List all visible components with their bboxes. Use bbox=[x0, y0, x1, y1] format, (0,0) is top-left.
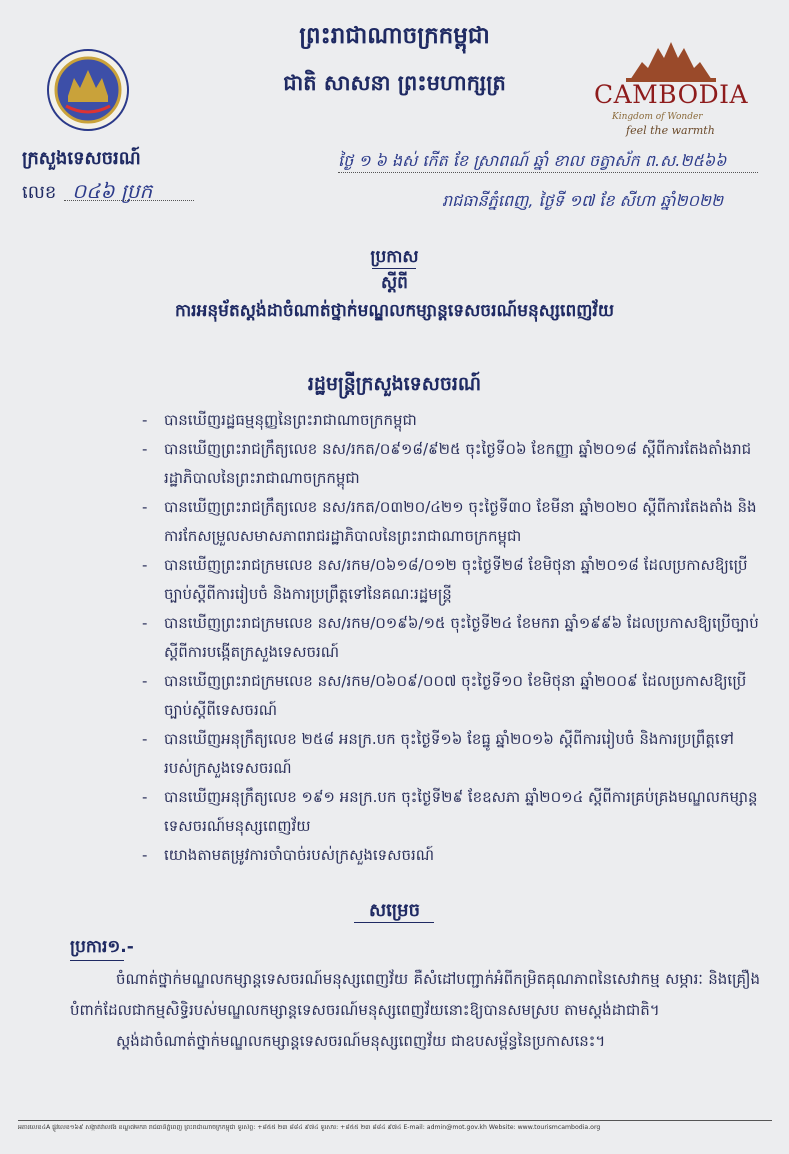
reference-number bbox=[22, 178, 192, 208]
list-item: - បានឃើញព្រះរាជក្រមលេខ នស/រកម/០៦០៩/០០៧ ចុះថ្ងៃទី១០ ខែមិថុនា ឆ្នាំ២០០៩ ដែលប្រកាសឱ្យប្រើច្បាប់ស្តីពីទេសចរណ៍ bbox=[140, 667, 760, 725]
issuer-title: រដ្ឋមន្ត្រីក្រសួងទេសចរណ៍ bbox=[307, 373, 482, 395]
ref-dotted-line bbox=[64, 200, 194, 201]
article-paragraph: ចំណាត់ថ្នាក់មណ្ឌលកម្សាន្តទេសចរណ៍មនុស្សពេញវ័យ គឺសំដៅបញ្ជាក់អំពីកម្រិតគុណភាពនៃសេវាកម្ម សម្ភារៈ និងគ្រឿងបំពាក់ដែលជាកម្មសិទ្ធិរបស់មណ្ឌលកម្សាន្តទេសចរណ៍មនុស្សពេញវ័យនោះឱ្យបានសមស្រប តាមស្តង់ដាជាតិ។ bbox=[70, 970, 760, 1019]
list-item: - យោងតាមតម្រូវការចាំបាច់របស់ក្រសួងទេសចរណ៍ bbox=[140, 841, 760, 870]
ref-label: លេខ bbox=[22, 182, 57, 203]
ministry-name: ក្រសួងទេសចរណ៍ bbox=[22, 148, 141, 169]
list-item: - បានឃើញព្រះរាជក្រឹត្យលេខ នស/រកត/០៣២០/៤២១ ចុះថ្ងៃទី៣០ ខែមីនា ឆ្នាំ២០២០ ស្តីពីការតែងតាំង និងការកែសម្រួលសមាសភាពរាជរដ្ឋាភិបាលនៃព្រះរាជាណាចក្រកម្ពុជា bbox=[140, 493, 760, 551]
considerations-list bbox=[140, 406, 760, 870]
article-heading: ប្រការ១.- bbox=[70, 937, 134, 957]
brand-slogan: feel the warmth bbox=[626, 124, 715, 137]
decision-heading: សម្រេច bbox=[368, 900, 421, 921]
article-underline bbox=[70, 960, 124, 961]
subject-connector: ស្តីពី bbox=[381, 273, 408, 293]
footer-divider bbox=[18, 1120, 772, 1121]
list-item: - បានឃើញព្រះរាជក្រឹត្យលេខ នស/រកត/០៩១៨/៩២៥ ចុះថ្ងៃទី០៦ ខែកញ្ញា ឆ្នាំ២០១៨ ស្តីពីការតែងតាំងរាជរដ្ឋាភិបាលនៃព្រះរាជាណាចក្រកម្ពុជា bbox=[140, 435, 760, 493]
brand-tagline: Kingdom of Wonder bbox=[612, 112, 703, 122]
ministry-seal-icon bbox=[46, 48, 130, 132]
kingdom-heading: ព្រះរាជាណាចក្រកម្ពុជា bbox=[299, 22, 490, 49]
lunar-date: ថ្ងៃ ១ ៦ ងស់ កើត ខែ ស្រាពណ៍ ឆ្នាំ ខាល ចត្វាស័ក ព.ស.២៥៦៦ bbox=[338, 151, 727, 170]
article-body bbox=[70, 964, 760, 1057]
date-dotted-line bbox=[338, 172, 758, 173]
solar-date: រាជធានីភ្នំពេញ, ថ្ងៃទី ១៧ ខែ សីហា ឆ្នាំ២០២២ bbox=[442, 191, 724, 210]
decision-underline bbox=[354, 922, 434, 923]
list-item: - បានឃើញរដ្ឋធម្មនុញ្ញនៃព្រះរាជាណាចក្រកម្ពុជា bbox=[140, 406, 760, 435]
list-item: - បានឃើញអនុក្រឹត្យលេខ ២៥៨ អនក្រ.បក ចុះថ្ងៃទី១៦ ខែធ្នូ ឆ្នាំ២០១៦ ស្តីពីការរៀបចំ និងការប្រព្រឹត្តទៅរបស់ក្រសួងទេសចរណ៍ bbox=[140, 725, 760, 783]
list-item: - បានឃើញអនុក្រឹត្យលេខ ១៩១ អនក្រ.បក ចុះថ្ងៃទី២៩ ខែឧសភា ឆ្នាំ២០១៤ ស្តីពីការគ្រប់គ្រងមណ្ឌលកម្សាន្តទេសចរណ៍មនុស្សពេញវ័យ bbox=[140, 783, 760, 841]
motto-heading: ជាតិ សាសនា ព្រះមហាក្សត្រ bbox=[283, 70, 506, 95]
title-underline bbox=[372, 268, 416, 269]
article-paragraph: ស្តង់ដាចំណាត់ថ្នាក់មណ្ឌលកម្សាន្តទេសចរណ៍មនុស្សពេញវ័យ ជាឧបសម្ព័ន្ធនៃប្រកាសនេះ។ bbox=[116, 1032, 606, 1050]
ref-value: ០៤៦ ប្រក bbox=[72, 179, 153, 203]
document-subject: ការអនុម័តស្តង់ដាចំណាត់ថ្នាក់មណ្ឌលកម្សាន្តទេសចរណ៍មនុស្សពេញវ័យ bbox=[174, 301, 615, 321]
footer-contact: អគារលេខ៤A ផ្លូវលេខ១៦៩ សង្កាត់វាលវង់ ខណ្ឌ៧មករា រាជធានីភ្នំពេញ ព្រះរាជាណាចក្រកម្ពុជា ទូរស័ព្ទ: +៨៥៥ ២៣ ៨៨៤ ៩៧៤ ទូរសារ: +៨៥៥ ២៣ ៨៨៤ ៩៧៤ E-mail: admin@mot.gov.kh Website: www.tourismcambodia.org bbox=[18, 1124, 601, 1131]
list-item: - បានឃើញព្រះរាជក្រមលេខ នស/រកម/០១៩៦/១៥ ចុះថ្ងៃទី២៤ ខែមករា ឆ្នាំ១៩៩៦ ដែលប្រកាសឱ្យប្រើច្បាប់ស្តីពីការបង្កើតក្រសួងទេសចរណ៍ bbox=[140, 609, 760, 667]
document-type-title: ប្រកាស bbox=[370, 247, 419, 267]
brand-wordmark: CAMBODIA bbox=[593, 80, 749, 109]
list-item: - បានឃើញព្រះរាជក្រមលេខ នស/រកម/០៦១៨/០១២ ចុះថ្ងៃទី២៨ ខែមិថុនា ឆ្នាំ២០១៨ ដែលប្រកាសឱ្យប្រើច្បាប់ស្តីពីការរៀបចំ និងការប្រព្រឹត្តទៅនៃគណៈរដ្ឋមន្ត្រី bbox=[140, 551, 760, 609]
